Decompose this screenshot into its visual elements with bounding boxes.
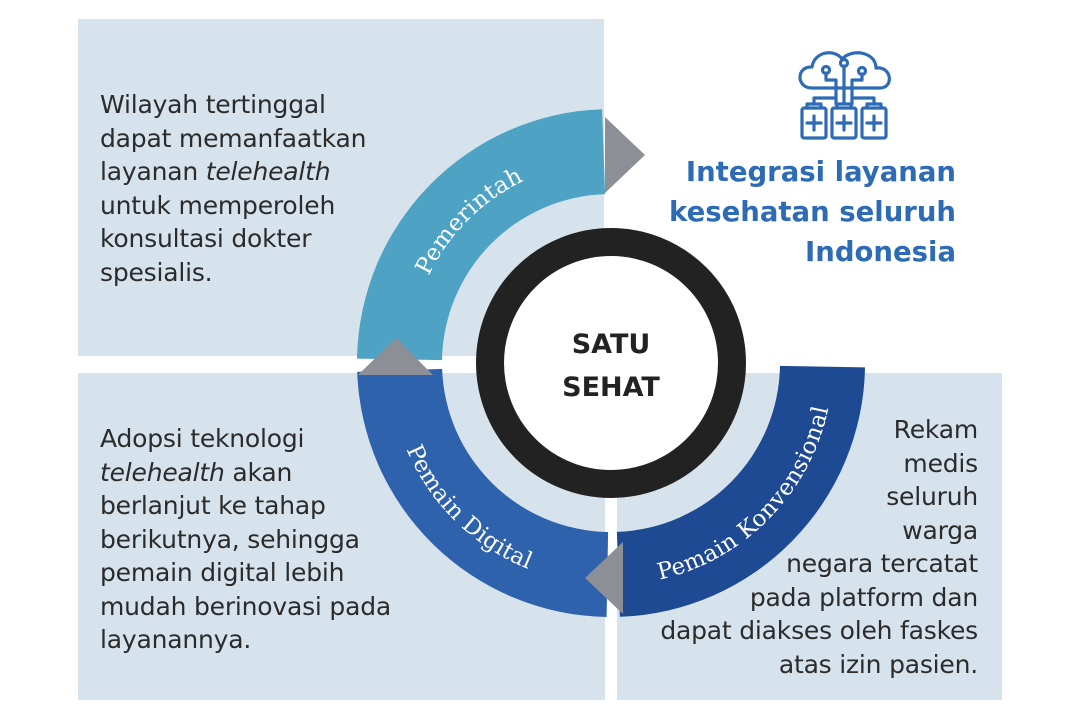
center-label-line2: SEHAT: [562, 372, 660, 403]
segment-label-pemain-konvensional: Pemain Konvensional: [654, 403, 835, 586]
segment-label-pemain-digital: Pemain Digital: [400, 440, 537, 575]
text-run: atas izin pasien.: [778, 649, 978, 679]
headline-line: Indonesia: [805, 236, 956, 268]
text-run: layanan: [100, 157, 206, 186]
italic-term: telehealth: [100, 457, 225, 487]
center-ring: [490, 242, 732, 484]
text-run: berikutnya, sehingga: [100, 524, 360, 554]
text-run: dapat memanfaatkan: [100, 123, 367, 153]
text-run: seluruh: [886, 482, 978, 511]
center-label-line1: SATU: [571, 329, 651, 360]
text-run: spesialis.: [100, 257, 213, 287]
arrow-icon: [605, 117, 645, 193]
text-run: pemain digital lebih: [100, 558, 345, 587]
text-run: konsultasi dokter: [100, 224, 312, 253]
text-run: Wilayah tertinggal: [100, 90, 326, 119]
text-run: warga: [902, 515, 978, 545]
headline-line: kesehatan seluruh: [669, 196, 956, 228]
text-run: Rekam: [893, 415, 978, 444]
text-run: mudah berinovasi pada: [100, 591, 392, 621]
headline-line: Integrasi layanan: [685, 156, 956, 188]
text-run: pada platform dan: [749, 582, 978, 612]
text-run: layanannya.: [100, 625, 252, 654]
text-run: berlanjut ke tahap: [100, 491, 326, 520]
text-run: medis: [903, 448, 978, 478]
text-run: untuk memperoleh: [100, 190, 336, 220]
text-run: dapat diakses oleh faskes: [660, 616, 978, 645]
text-run: negara tercatat: [786, 549, 978, 578]
text-run: Adopsi teknologi: [100, 424, 305, 453]
segment-label-pemerintah: Pemerintah: [410, 162, 527, 279]
italic-term: telehealth: [205, 157, 331, 186]
text-run: akan: [224, 457, 293, 487]
